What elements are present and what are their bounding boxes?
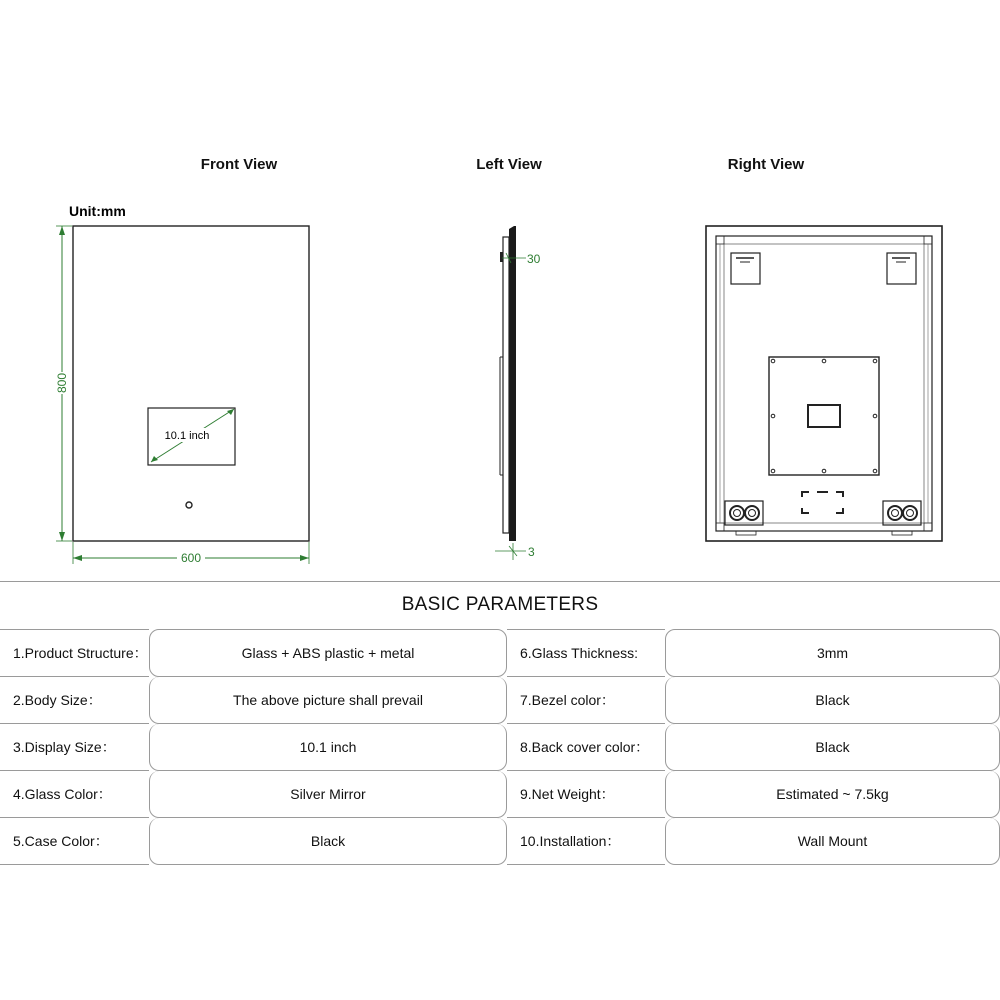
table-row [0,629,1000,677]
depth-dimension-label: 30 [527,252,541,266]
param-value: Glass + ABS plastic + metal [149,629,507,677]
height-arrow-top [59,226,65,235]
table-row [0,818,1000,865]
left-view [495,226,541,560]
unit-label: Unit:mm [69,203,126,219]
table-row [0,677,1000,724]
param-value: Black [149,818,507,865]
left-view-title: Left View [476,156,542,173]
mirror-outline [73,226,309,541]
right-view [706,226,942,541]
param-value: Wall Mount [665,818,1000,865]
width-arrow-left [73,555,82,561]
back-label-plate [808,405,840,427]
table-row [0,724,1000,771]
section-divider [0,581,1000,582]
height-dimension-label: 800 [55,372,69,394]
back-panel [724,244,924,523]
back-outer-frame [706,226,942,541]
param-value: Black [665,724,1000,771]
param-label: 6.Glass Thickness: [507,629,665,677]
table-row [0,771,1000,818]
back-inner-frame [716,236,932,531]
param-value: Black [665,677,1000,724]
height-arrow-bottom [59,532,65,541]
param-value: The above picture shall prevail [149,677,507,724]
electronics-box [769,357,879,475]
connector-port [802,492,843,513]
param-label: 2.Body Size： [0,677,149,724]
right-view-title: Right View [727,156,805,173]
parameters-table [0,629,1000,865]
display-size-label: 10.1 inch [164,430,210,442]
glass-dimension-label: 3 [528,545,535,559]
param-value: 3mm [665,629,1000,677]
param-label: 5.Case Color： [0,818,149,865]
diagonal-arrow-top [227,409,234,415]
param-label: 1.Product Structure： [0,629,149,677]
param-value: 10.1 inch [149,724,507,771]
side-bracket [500,252,503,262]
param-label: 7.Bezel color： [507,677,665,724]
front-view [54,226,309,566]
side-profile-body [503,237,509,533]
diagonal-arrow-bottom [151,456,158,462]
param-label: 4.Glass Color： [0,771,149,818]
width-arrow-right [300,555,309,561]
param-label: 10.Installation： [507,818,665,865]
param-label: 3.Display Size： [0,724,149,771]
param-value: Silver Mirror [149,771,507,818]
width-dimension-label: 600 [180,551,202,565]
parameters-title: BASIC PARAMETERS [401,594,599,615]
param-label: 8.Back cover color： [507,724,665,771]
param-value: Estimated ~ 7.5kg [665,771,1000,818]
side-profile-glass [509,226,516,541]
param-label: 9.Net Weight： [507,771,665,818]
front-view-title: Front View [200,156,278,173]
touch-button [186,502,192,508]
